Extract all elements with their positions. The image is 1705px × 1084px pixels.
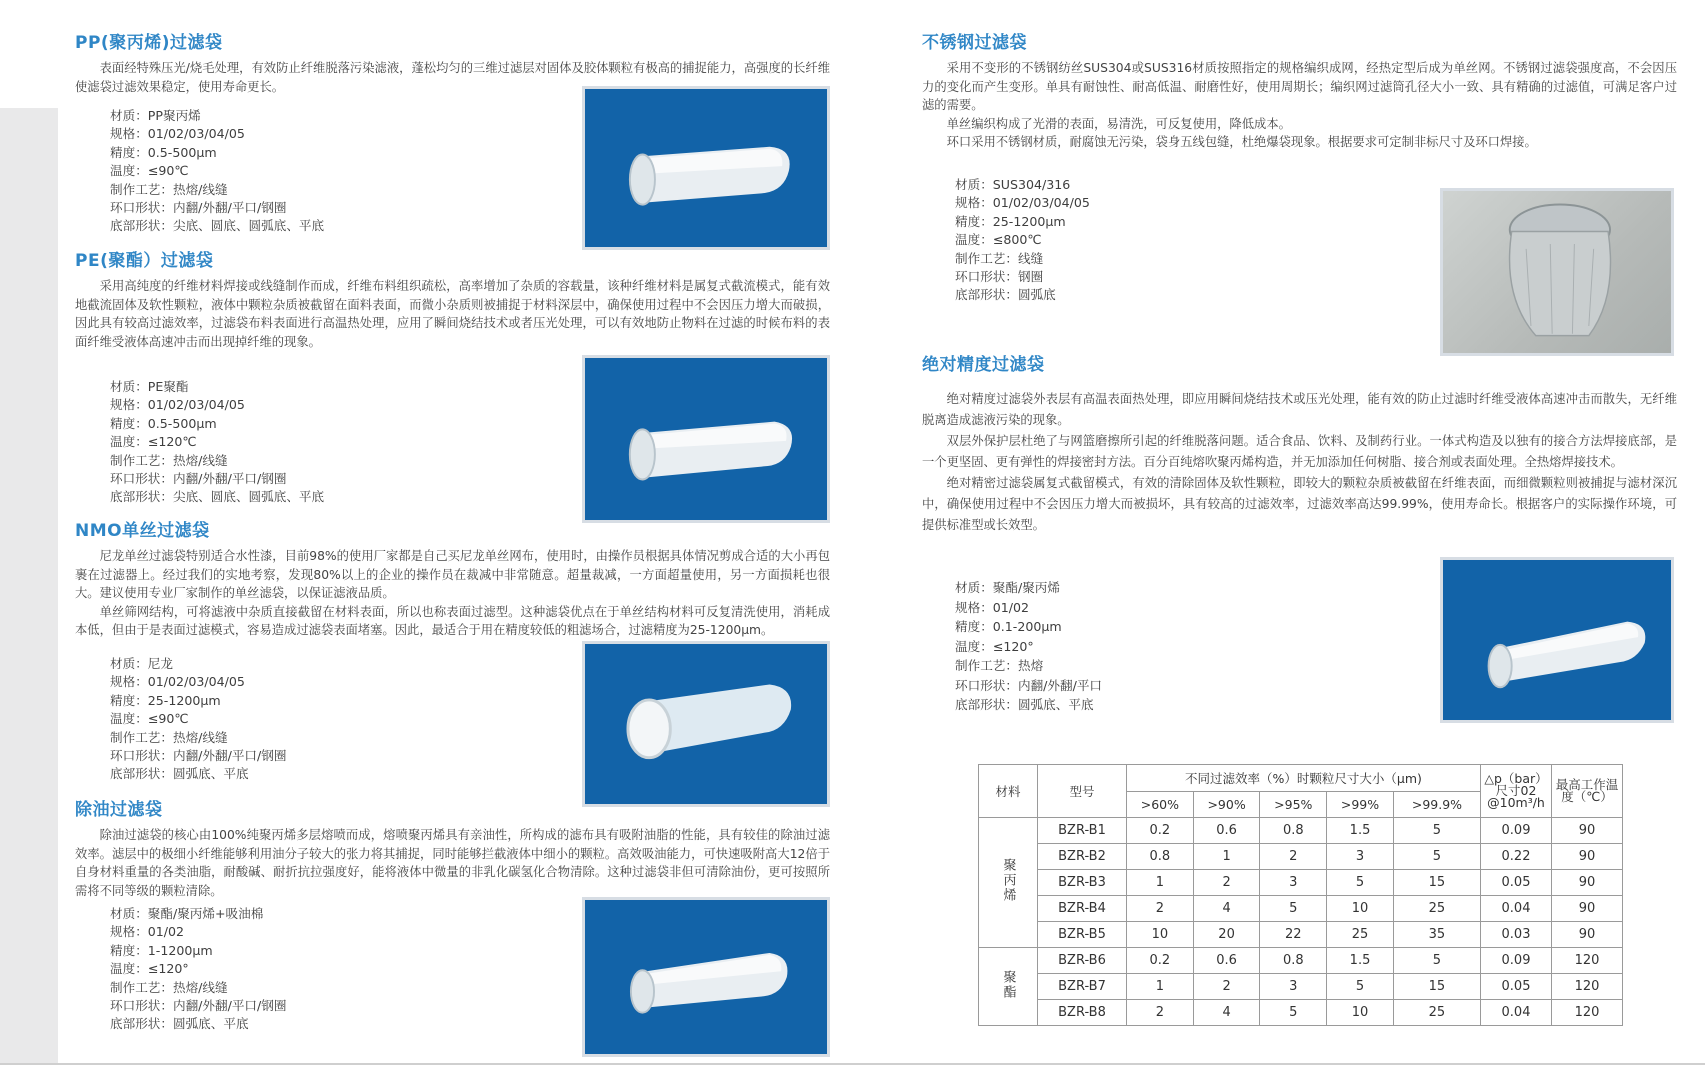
abs-spec-ring: 环口形状：内翻/外翻/平口 bbox=[955, 677, 1103, 693]
table-row bbox=[979, 974, 1623, 1000]
pe-spec-bottom: 底部形状：尖底、圆底、圆弧底、平底 bbox=[110, 489, 325, 505]
abs-spec-material: 材质：聚酯/聚丙烯 bbox=[955, 580, 1060, 595]
oil-section bbox=[75, 795, 830, 900]
table-cell: 2 bbox=[1260, 844, 1327, 870]
abs-title: 绝对精度过滤袋 bbox=[922, 355, 1045, 375]
abs-spec-process: 制作工艺：热熔 bbox=[955, 658, 1044, 673]
table-cell: 90 bbox=[1552, 922, 1623, 948]
col-header-eff-99: >99% bbox=[1327, 792, 1394, 818]
filter-bag-image bbox=[585, 89, 827, 247]
table-row bbox=[979, 870, 1623, 896]
filter-bag-image bbox=[585, 900, 827, 1054]
table-cell: 4 bbox=[1193, 896, 1260, 922]
pe-description: 采用高纯度的纤维材料焊接或线缝制作而成，纤维布料组织疏松，高率增加了杂质的容载量，该种纤维材料是属复式截流模式，能有效地截流固体及软性颗粒，液体中颗粒杂质被截留在面料表面，而微小杂质则被捕捉于材料深层中，确保使用过程中不会因压力增大而破损，因此具有较高过滤效率，过滤袋布料表面进行高温热处理，应用了瞬间烧结技术或者压光处理，可以有效地防止物料在过滤的时候布料的表面纤维受液体高速冲击而出现掉纤维的现象。 bbox=[75, 279, 830, 349]
table-cell: 1.5 bbox=[1327, 948, 1394, 974]
ss-spec-ring: 环口形状：钢圈 bbox=[955, 269, 1044, 285]
table-cell: 90 bbox=[1552, 844, 1623, 870]
table-cell: 90 bbox=[1552, 870, 1623, 896]
nmo-spec-precision: 精度：25-1200μm bbox=[110, 692, 221, 708]
pp-title: PP(聚丙烯)过滤袋 bbox=[75, 33, 223, 53]
ss-description-1: 采用不变形的不锈钢纺丝SUS304或SUS316材质按照指定的规格编织成网，经热定型后成为单丝网。不锈钢过滤袋强度高，不会因压力的变化而产生变形。单具有耐蚀性、耐高低温、耐磨性好，使用周期长；编织网过滤筒孔径大小一致、具有精确的过滤值，可满足客户过滤的需要。 bbox=[922, 61, 1677, 112]
table-cell: 3 bbox=[1260, 870, 1327, 896]
col-header-efficiency-group: 不同过滤效率（%）时颗粒尺寸大小（μm) bbox=[1127, 765, 1481, 792]
table-cell: BZR-B1 bbox=[1038, 818, 1127, 844]
nmo-bag-photo bbox=[582, 641, 830, 807]
pe-section bbox=[75, 246, 830, 351]
pe-spec-ring: 环口形状：内翻/外翻/平口/钢圈 bbox=[110, 471, 287, 487]
table-cell: 4 bbox=[1193, 1000, 1260, 1026]
oil-spec-process: 制作工艺：热熔/线缝 bbox=[110, 979, 228, 995]
filter-bag-image bbox=[585, 358, 827, 520]
nmo-title: NMO单丝过滤袋 bbox=[75, 521, 210, 541]
table-cell: 0.03 bbox=[1481, 922, 1552, 948]
pp-spec-temperature: 温度：≤90℃ bbox=[110, 163, 189, 179]
nmo-spec-size: 规格：01/02/03/04/05 bbox=[110, 674, 245, 690]
table-cell: 15 bbox=[1393, 870, 1480, 896]
abs-spec-bottom: 底部形状：圆弧底、平底 bbox=[955, 697, 1094, 712]
oil-spec-bottom: 底部形状：圆弧底、平底 bbox=[110, 1016, 249, 1032]
table-cell: 0.05 bbox=[1481, 974, 1552, 1000]
abs-description-2: 双层外保护层杜绝了与网篮磨擦所引起的纤维脱落问题。适合食品、饮料、及制药行业。一体式构造及以独有的接合方法焊接底部，是一个更坚固、更有弹性的焊接密封方法。百分百纯熔吹聚丙烯构造，并无加添加任何树脂、接合剂或表面处理。全热熔焊接技术。 bbox=[922, 434, 1677, 469]
table-cell: 120 bbox=[1552, 1000, 1623, 1026]
ss-description-3: 环口采用不锈钢材质，耐腐蚀无污染，袋身五线包缝，杜绝爆袋现象。根据要求可定制非标尺寸及环口焊接。 bbox=[946, 135, 1537, 149]
nmo-spec-material: 材质：尼龙 bbox=[110, 656, 173, 671]
table-cell: BZR-B3 bbox=[1038, 870, 1127, 896]
table-cell: 0.09 bbox=[1481, 948, 1552, 974]
nmo-description-2: 单丝筛网结构，可将滤液中杂质直接截留在材料表面，所以也称表面过滤型。这种滤袋优点在于单丝结构材料可反复清洗使用，消耗成本低，但由于是表面过滤模式，容易造成过滤袋表面堵塞。因此，最适合于用在精度较低的粗滤场合，过滤精度为25-1200μm。 bbox=[75, 604, 830, 637]
nmo-section bbox=[75, 516, 830, 640]
nmo-spec-temperature: 温度：≤90℃ bbox=[110, 711, 189, 727]
pp-spec-process: 制作工艺：热熔/线缝 bbox=[110, 181, 228, 197]
table-cell: 1 bbox=[1127, 974, 1194, 1000]
table-cell: BZR-B4 bbox=[1038, 896, 1127, 922]
table-cell: 90 bbox=[1552, 818, 1623, 844]
table-cell: 90 bbox=[1552, 896, 1623, 922]
table-cell: 10 bbox=[1127, 922, 1194, 948]
table-cell: 10 bbox=[1327, 896, 1394, 922]
ss-spec-precision: 精度：25-1200μm bbox=[955, 213, 1066, 229]
steel-mesh-bag-image bbox=[1443, 191, 1671, 353]
oil-description: 除油过滤袋的核心由100%纯聚丙烯多层熔喷而成，熔喷聚丙烯具有亲油性，所构成的滤布具有吸附油脂的性能，具有较佳的除油过滤效率。滤层中的极细小纤维能够利用油分子较大的张力将其捕捉，同时能够拦截液体中细小的颗粒。高效吸油能力，可快速吸附高大12倍于自身材料重量的各类油脂，耐酸碱、耐折抗拉强度好，能将液体中微量的非乳化碳氢化合物清除。这种过滤袋非但可清除油份，更可按照所需将不同等级的颗粒清除。 bbox=[75, 828, 830, 898]
table-cell: 35 bbox=[1393, 922, 1480, 948]
ss-spec-material: 材质：SUS304/316 bbox=[955, 177, 1071, 192]
pp-spec-bottom: 底部形状：尖底、圆底、圆弧底、平底 bbox=[110, 218, 325, 234]
table-cell: 5 bbox=[1393, 818, 1480, 844]
table-cell: 5 bbox=[1393, 948, 1480, 974]
table-row bbox=[979, 948, 1623, 974]
pe-spec-material: 材质：PE聚酯 bbox=[110, 379, 189, 394]
table-cell: 0.8 bbox=[1260, 818, 1327, 844]
col-header-max-temp: 最高工作温度（℃） bbox=[1552, 765, 1623, 818]
col-header-pressure-drop: △p（bar）尺寸02 @10m³/h bbox=[1481, 765, 1552, 818]
abs-specs bbox=[955, 578, 1102, 715]
material-cell-pe bbox=[979, 948, 1038, 1026]
table-cell: 5 bbox=[1393, 844, 1480, 870]
oil-spec-temperature: 温度：≤120° bbox=[110, 961, 189, 977]
table-row bbox=[979, 818, 1623, 844]
pe-specs bbox=[110, 378, 324, 507]
table-cell: 120 bbox=[1552, 948, 1623, 974]
table-cell: BZR-B8 bbox=[1038, 1000, 1127, 1026]
table-cell: 2 bbox=[1127, 896, 1194, 922]
table-cell: 5 bbox=[1327, 870, 1394, 896]
table-cell: 0.6 bbox=[1193, 818, 1260, 844]
ss-spec-size: 规格：01/02/03/04/05 bbox=[955, 195, 1090, 211]
table-cell: 0.22 bbox=[1481, 844, 1552, 870]
table-cell: 25 bbox=[1327, 922, 1394, 948]
abs-spec-precision: 精度：0.1-200μm bbox=[955, 619, 1062, 634]
col-header-eff-95: >95% bbox=[1260, 792, 1327, 818]
ss-description-2: 单丝编织构成了光滑的表面，易清洗，可反复使用，降低成本。 bbox=[946, 116, 1291, 131]
table-cell: 5 bbox=[1260, 896, 1327, 922]
col-header-model: 型号 bbox=[1038, 765, 1127, 818]
table-row bbox=[979, 922, 1623, 948]
pe-title: PE(聚酯）过滤袋 bbox=[75, 251, 214, 271]
table-cell: 5 bbox=[1260, 1000, 1327, 1026]
nmo-specs bbox=[110, 655, 286, 784]
table-cell: 3 bbox=[1327, 844, 1394, 870]
ss-specs bbox=[955, 176, 1090, 305]
table-cell: BZR-B7 bbox=[1038, 974, 1127, 1000]
oil-title: 除油过滤袋 bbox=[75, 800, 163, 820]
table-cell: 2 bbox=[1193, 870, 1260, 896]
nmo-spec-ring: 环口形状：内翻/外翻/平口/钢圈 bbox=[110, 748, 287, 764]
ss-section bbox=[922, 28, 1677, 152]
table-cell: BZR-B5 bbox=[1038, 922, 1127, 948]
material-label: 聚酯 bbox=[1000, 969, 1016, 1000]
table-cell: 0.2 bbox=[1127, 818, 1194, 844]
col-header-eff-90: >90% bbox=[1193, 792, 1260, 818]
oil-spec-ring: 环口形状：内翻/外翻/平口/钢圈 bbox=[110, 998, 287, 1014]
oil-spec-material: 材质：聚酯/聚丙烯+吸油棉 bbox=[110, 906, 264, 921]
table-cell: 0.8 bbox=[1260, 948, 1327, 974]
pe-spec-temperature: 温度：≤120℃ bbox=[110, 434, 197, 450]
table-cell: 1 bbox=[1127, 870, 1194, 896]
ss-spec-temperature: 温度：≤800℃ bbox=[955, 232, 1042, 248]
nmo-spec-process: 制作工艺：热熔/线缝 bbox=[110, 729, 228, 745]
table-cell: 15 bbox=[1393, 974, 1480, 1000]
table-cell: 3 bbox=[1260, 974, 1327, 1000]
table-cell: 0.2 bbox=[1127, 948, 1194, 974]
oil-spec-precision: 精度：1-1200μm bbox=[110, 942, 213, 958]
table-row bbox=[979, 896, 1623, 922]
table-cell: 10 bbox=[1327, 1000, 1394, 1026]
pe-spec-process: 制作工艺：热熔/线缝 bbox=[110, 452, 228, 468]
col-header-material: 材料 bbox=[979, 765, 1038, 818]
abs-bag-photo bbox=[1440, 557, 1674, 723]
oil-spec-size: 规格：01/02 bbox=[110, 924, 185, 940]
oil-specs bbox=[110, 905, 286, 1034]
pp-spec-ring: 环口形状：内翻/外翻/平口/钢圈 bbox=[110, 200, 287, 216]
pp-specs bbox=[110, 107, 324, 236]
table-cell: 0.05 bbox=[1481, 870, 1552, 896]
abs-description-3: 绝对精密过滤袋属复式截留模式，有效的清除固体及软性颗粒，即较大的颗粒杂质被截留在纤维表面，而细微颗粒则被捕捉与滤材深沉中，确保使用过程中不会因压力增大而被损坏，具有较高的过滤效率，过滤效率高达99.99%，使用寿命长。根据客户的实际操作环境，可提供标准型或长效型。 bbox=[922, 476, 1677, 532]
nmo-spec-bottom: 底部形状：圆弧底、平底 bbox=[110, 766, 249, 782]
table-cell: 2 bbox=[1127, 1000, 1194, 1026]
table-cell: 22 bbox=[1260, 922, 1327, 948]
table-row bbox=[979, 844, 1623, 870]
pp-spec-size: 规格：01/02/03/04/05 bbox=[110, 126, 245, 142]
table-cell: 120 bbox=[1552, 974, 1623, 1000]
page-bottom-rule bbox=[0, 1063, 1705, 1065]
table-cell: 1.5 bbox=[1327, 818, 1394, 844]
pp-spec-material: 材质：PP聚丙烯 bbox=[110, 108, 201, 123]
table-cell: 0.8 bbox=[1127, 844, 1194, 870]
table-cell: 0.09 bbox=[1481, 818, 1552, 844]
pp-description: 表面经特殊压光/烧毛处理，有效防止纤维脱落污染滤液，蓬松均匀的三维过滤层对固体及胶体颗粒有极高的捕捉能力，高强度的长纤维使滤袋过滤效果稳定，使用寿命更长。 bbox=[75, 61, 830, 94]
abs-section bbox=[922, 350, 1677, 536]
ss-spec-bottom: 底部形状：圆弧底 bbox=[955, 287, 1056, 303]
table-cell: 20 bbox=[1193, 922, 1260, 948]
table-row bbox=[979, 1000, 1623, 1026]
table-cell: 25 bbox=[1393, 1000, 1480, 1026]
pp-bag-photo bbox=[582, 86, 830, 250]
table-cell: 0.04 bbox=[1481, 1000, 1552, 1026]
table-cell: 0.04 bbox=[1481, 896, 1552, 922]
pp-spec-precision: 精度：0.5-500μm bbox=[110, 144, 217, 160]
table-cell: BZR-B2 bbox=[1038, 844, 1127, 870]
table-cell: BZR-B6 bbox=[1038, 948, 1127, 974]
table-cell: 1 bbox=[1193, 844, 1260, 870]
table-cell: 0.6 bbox=[1193, 948, 1260, 974]
nmo-description-1: 尼龙单丝过滤袋特别适合水性漆，目前98%的使用厂家都是自己买尼龙单丝网布，使用时，由操作员根据具体情况剪成合适的大小再包裹在过滤器上。经过我们的实地考察，发现80%以上的企业的操作员在裁减中非常随意。超量裁减，一方面超量使用，另一方面损耗也很大。建议使用专业厂家制作的单丝滤袋，以保证滤液品质。 bbox=[75, 549, 830, 600]
material-label: 聚丙烯 bbox=[1000, 858, 1016, 903]
ss-bag-photo bbox=[1440, 188, 1674, 356]
table-cell: 5 bbox=[1327, 974, 1394, 1000]
abs-spec-temperature: 温度：≤120° bbox=[955, 638, 1034, 654]
abs-description-1: 绝对精度过滤袋外表层有高温表面热处理，即应用瞬间烧结技术或压光处理，能有效的防止过滤时纤维受液体高速冲击而散失，无纤维脱离造成滤液污染的现象。 bbox=[922, 392, 1677, 427]
filter-bag-image bbox=[585, 644, 827, 804]
pe-spec-size: 规格：01/02/03/04/05 bbox=[110, 397, 245, 413]
ss-title: 不锈钢过滤袋 bbox=[922, 33, 1027, 53]
pe-spec-precision: 精度：0.5-500μm bbox=[110, 415, 217, 431]
table-cell: 2 bbox=[1193, 974, 1260, 1000]
material-cell-pp bbox=[979, 818, 1038, 948]
pe-bag-photo bbox=[582, 355, 830, 523]
filter-bag-image bbox=[1443, 560, 1671, 720]
abs-spec-size: 规格：01/02 bbox=[955, 599, 1030, 615]
table-cell: 25 bbox=[1393, 896, 1480, 922]
col-header-eff-999: >99.9% bbox=[1393, 792, 1480, 818]
col-header-eff-60: >60% bbox=[1127, 792, 1194, 818]
ss-spec-process: 制作工艺：线缝 bbox=[955, 250, 1044, 266]
spec-table bbox=[978, 764, 1623, 1026]
oil-bag-photo bbox=[582, 897, 830, 1057]
left-margin-strip bbox=[0, 108, 58, 1064]
